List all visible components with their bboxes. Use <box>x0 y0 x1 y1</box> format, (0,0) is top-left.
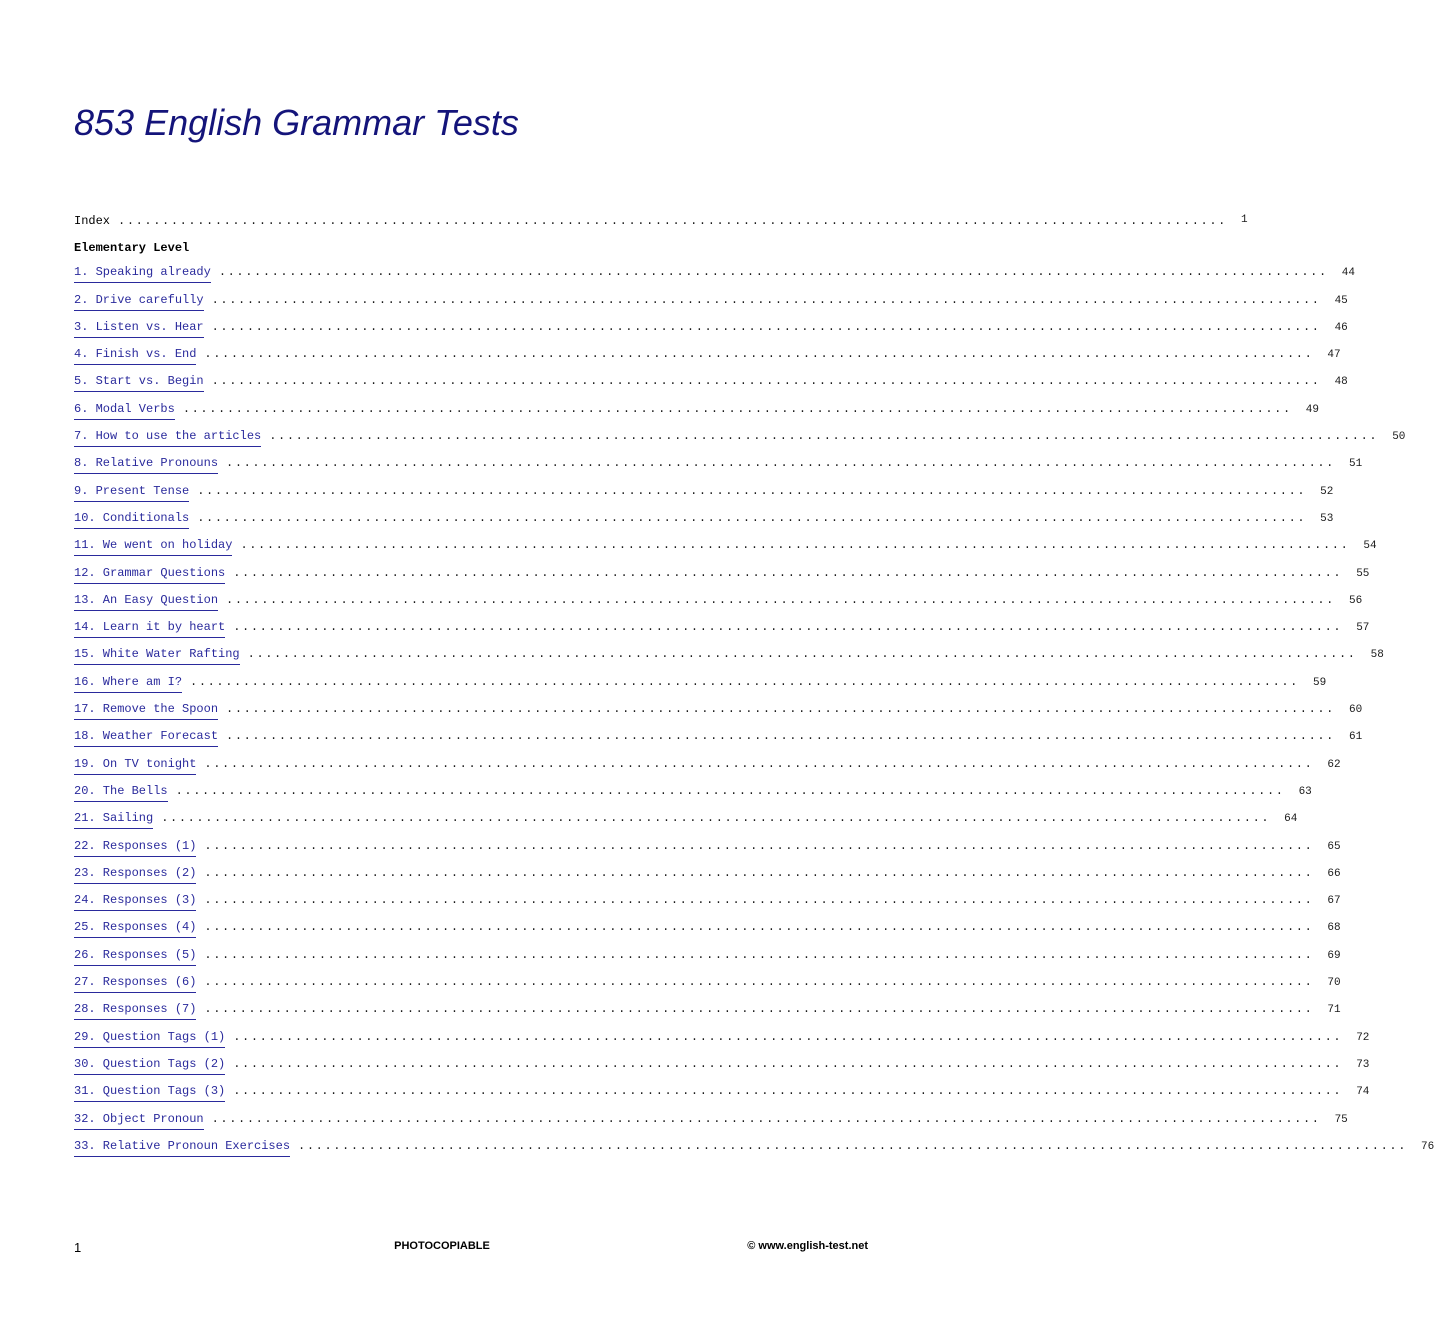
toc-entry-row <box>74 782 1312 809</box>
toc-leader-dots: .............................................................................................................................. <box>204 920 1314 935</box>
toc-leader-dots: .............................................................................................................................. <box>197 483 1307 498</box>
toc-leader-dots: .............................................................................................................................. <box>204 947 1314 962</box>
toc-entry-page-number: 63 <box>1298 785 1312 798</box>
toc-leader-dots: .............................................................................................................................. <box>233 1029 1343 1044</box>
toc-entry-page-number: 48 <box>1334 376 1348 389</box>
toc-entry-link[interactable]: 2. Drive carefully <box>74 291 204 311</box>
toc-leader-dots: .............................................................................................................................. <box>118 214 1227 228</box>
toc-leader-dots: .............................................................................................................................. <box>247 647 1357 662</box>
toc-entry-row <box>74 837 1341 864</box>
toc-entry-link[interactable]: 18. Weather Forecast <box>74 727 218 747</box>
toc-leader-dots: .............................................................................................................................. <box>204 893 1314 908</box>
toc-leader-dots: .............................................................................................................................. <box>269 429 1379 444</box>
toc-entry-link[interactable]: 31. Question Tags (3) <box>74 1082 225 1102</box>
toc-entry-link[interactable]: 4. Finish vs. End <box>74 345 196 365</box>
toc-entry-row <box>74 946 1341 973</box>
toc-entry-page-number: 69 <box>1327 949 1341 962</box>
toc-entry-page-number: 57 <box>1356 622 1370 635</box>
toc-entry-row <box>74 536 1377 563</box>
footer-copyright: © www.english-test.net <box>747 1240 868 1252</box>
toc-entry-row <box>74 727 1363 754</box>
toc-leader-dots: .............................................................................................................................. <box>204 865 1314 880</box>
toc-entry-link[interactable]: 16. Where am I? <box>74 673 182 693</box>
toc-entry-page-number: 47 <box>1327 349 1341 362</box>
toc-entry-page-number: 45 <box>1334 294 1348 307</box>
toc-entry-row <box>74 1028 1370 1055</box>
toc-entry-page-number: 71 <box>1327 1004 1341 1017</box>
toc-entry-row <box>74 263 1355 290</box>
toc-entry-link[interactable]: 3. Listen vs. Hear <box>74 318 204 338</box>
toc-leader-dots: .............................................................................................................................. <box>233 1056 1343 1071</box>
toc-entry-row <box>74 918 1341 945</box>
toc-entry-page-number: 53 <box>1320 512 1334 525</box>
toc-entry-row <box>74 482 1334 509</box>
page-title: 853 English Grammar Tests <box>74 102 519 143</box>
toc-entry-row <box>74 291 1348 318</box>
toc-entry-page-number: 46 <box>1334 321 1348 334</box>
toc-entry-row <box>74 645 1384 672</box>
toc-entry-row <box>74 755 1341 782</box>
toc-index-row <box>74 212 1248 239</box>
toc-entry-row <box>74 1137 1434 1164</box>
toc-entry-link[interactable]: 9. Present Tense <box>74 482 189 502</box>
toc-entry-list <box>74 263 1434 1164</box>
toc-entry-page-number: 72 <box>1356 1031 1370 1044</box>
toc-entry-link[interactable]: 7. How to use the articles <box>74 427 261 447</box>
toc-entry-page-number: 65 <box>1327 840 1341 853</box>
toc-entry-link[interactable]: 1. Speaking already <box>74 263 211 283</box>
toc-leader-dots: .............................................................................................................................. <box>211 292 1321 307</box>
toc-entry-link[interactable]: 28. Responses (7) <box>74 1000 196 1020</box>
toc-entry-page-number: 73 <box>1356 1058 1370 1071</box>
table-of-contents <box>74 212 1434 1164</box>
toc-entry-link[interactable]: 5. Start vs. Begin <box>74 372 204 392</box>
toc-entry-link[interactable]: 22. Responses (1) <box>74 837 196 857</box>
toc-leader-dots: .............................................................................................................................. <box>233 620 1343 635</box>
toc-entry-page-number: 51 <box>1348 458 1363 471</box>
toc-index-page-number: 1 <box>1240 214 1248 226</box>
toc-leader-dots: .............................................................................................................................. <box>211 374 1321 389</box>
toc-entry-page-number: 55 <box>1356 567 1370 580</box>
toc-entry-link[interactable]: 10. Conditionals <box>74 509 189 529</box>
toc-entry-page-number: 76 <box>1421 1140 1434 1153</box>
toc-entry-row <box>74 1082 1370 1109</box>
toc-entry-link[interactable]: 14. Learn it by heart <box>74 618 225 638</box>
toc-entry-row <box>74 1000 1341 1027</box>
toc-entry-link[interactable]: 11. We went on holiday <box>74 536 232 556</box>
toc-entry-link[interactable]: 23. Responses (2) <box>74 864 196 884</box>
toc-entry-page-number: 52 <box>1320 485 1334 498</box>
toc-entry-page-number: 56 <box>1348 594 1363 607</box>
toc-entry-page-number: 50 <box>1392 431 1406 444</box>
toc-leader-dots: .............................................................................................................................. <box>211 1111 1321 1126</box>
toc-entry-link[interactable]: 33. Relative Pronoun Exercises <box>74 1137 290 1157</box>
toc-leader-dots: .............................................................................................................................. <box>233 565 1343 580</box>
toc-leader-dots: .............................................................................................................................. <box>226 702 1335 717</box>
toc-entry-link[interactable]: 15. White Water Rafting <box>74 645 240 665</box>
toc-entry-page-number: 64 <box>1284 813 1298 826</box>
toc-leader-dots: .............................................................................................................................. <box>204 756 1314 771</box>
toc-entry-page-number: 75 <box>1334 1113 1348 1126</box>
toc-entry-row <box>74 591 1363 618</box>
toc-entry-page-number: 59 <box>1312 676 1327 689</box>
toc-leader-dots: .............................................................................................................................. <box>182 401 1292 416</box>
toc-entry-row <box>74 509 1334 536</box>
toc-entry-page-number: 70 <box>1327 977 1341 990</box>
toc-entry-page-number: 61 <box>1348 731 1363 744</box>
toc-entry-page-number: 68 <box>1327 922 1341 935</box>
toc-entry-page-number: 62 <box>1327 758 1341 771</box>
toc-entry-link[interactable]: 12. Grammar Questions <box>74 564 225 584</box>
toc-entry-row <box>74 400 1319 427</box>
toc-entry-page-number: 60 <box>1348 704 1363 717</box>
toc-entry-link[interactable]: 8. Relative Pronouns <box>74 454 218 474</box>
toc-leader-dots: .............................................................................................................................. <box>161 811 1271 826</box>
toc-leader-dots: .............................................................................................................................. <box>204 347 1314 362</box>
toc-entry-row <box>74 1110 1348 1137</box>
toc-leader-dots: .............................................................................................................................. <box>240 538 1350 553</box>
toc-leader-dots: .............................................................................................................................. <box>226 729 1335 744</box>
toc-entry-link[interactable]: 32. Object Pronoun <box>74 1110 204 1130</box>
toc-entry-link[interactable]: 25. Responses (4) <box>74 918 196 938</box>
toc-entry-row <box>74 372 1348 399</box>
toc-leader-dots: .............................................................................................................................. <box>190 674 1299 689</box>
toc-entry-link[interactable]: 27. Responses (6) <box>74 973 196 993</box>
toc-leader-dots: .............................................................................................................................. <box>204 975 1314 990</box>
toc-entry-row <box>74 564 1370 591</box>
footer-page-number: 1 <box>74 1240 82 1255</box>
section-heading: Elementary Level <box>74 241 190 256</box>
toc-entry-page-number: 74 <box>1356 1086 1370 1099</box>
toc-leader-dots: .............................................................................................................................. <box>211 319 1321 334</box>
toc-leader-dots: .............................................................................................................................. <box>298 1138 1407 1153</box>
toc-entry-link[interactable]: 17. Remove the Spoon <box>74 700 218 720</box>
toc-entry-row <box>74 700 1363 727</box>
toc-leader-dots: .............................................................................................................................. <box>204 1002 1314 1017</box>
page-footer <box>0 1238 943 1256</box>
toc-entry-link[interactable]: 19. On TV tonight <box>74 755 196 775</box>
toc-entry-row <box>74 454 1363 481</box>
toc-leader-dots: .............................................................................................................................. <box>233 1084 1343 1099</box>
toc-leader-dots: .............................................................................................................................. <box>197 510 1307 525</box>
toc-entry-row <box>74 891 1341 918</box>
toc-entry-row <box>74 864 1341 891</box>
toc-entry-page-number: 44 <box>1341 267 1355 280</box>
toc-entry-page-number: 67 <box>1327 895 1341 908</box>
toc-leader-dots: .............................................................................................................................. <box>226 592 1335 607</box>
toc-entry-link[interactable]: 6. Modal Verbs <box>74 400 175 420</box>
footer-photocopiable-note: PHOTOCOPIABLE <box>394 1240 490 1252</box>
toc-entry-row <box>74 673 1327 700</box>
toc-entry-page-number: 49 <box>1305 403 1319 416</box>
toc-entry-row <box>74 1055 1370 1082</box>
toc-entry-page-number: 58 <box>1370 649 1384 662</box>
toc-entry-link[interactable]: 21. Sailing <box>74 809 153 829</box>
toc-entry-link[interactable]: 13. An Easy Question <box>74 591 218 611</box>
toc-leader-dots: .............................................................................................................................. <box>175 783 1285 798</box>
toc-leader-dots: .............................................................................................................................. <box>218 265 1328 280</box>
toc-leader-dots: .............................................................................................................................. <box>204 838 1314 853</box>
toc-entry-row <box>74 809 1298 836</box>
toc-entry-row <box>74 618 1370 645</box>
toc-index-label: Index <box>74 214 111 228</box>
toc-entry-link[interactable]: 26. Responses (5) <box>74 946 196 966</box>
toc-entry-row <box>74 427 1406 454</box>
toc-entry-link[interactable]: 30. Question Tags (2) <box>74 1055 225 1075</box>
toc-entry-row <box>74 318 1348 345</box>
toc-entry-link[interactable]: 29. Question Tags (1) <box>74 1028 225 1048</box>
toc-entry-row <box>74 345 1341 372</box>
toc-entry-page-number: 66 <box>1327 867 1341 880</box>
toc-entry-page-number: 54 <box>1363 540 1377 553</box>
toc-leader-dots: .............................................................................................................................. <box>226 456 1335 471</box>
toc-entry-row <box>74 973 1341 1000</box>
toc-entry-link[interactable]: 24. Responses (3) <box>74 891 196 911</box>
toc-entry-link[interactable]: 20. The Bells <box>74 782 168 802</box>
